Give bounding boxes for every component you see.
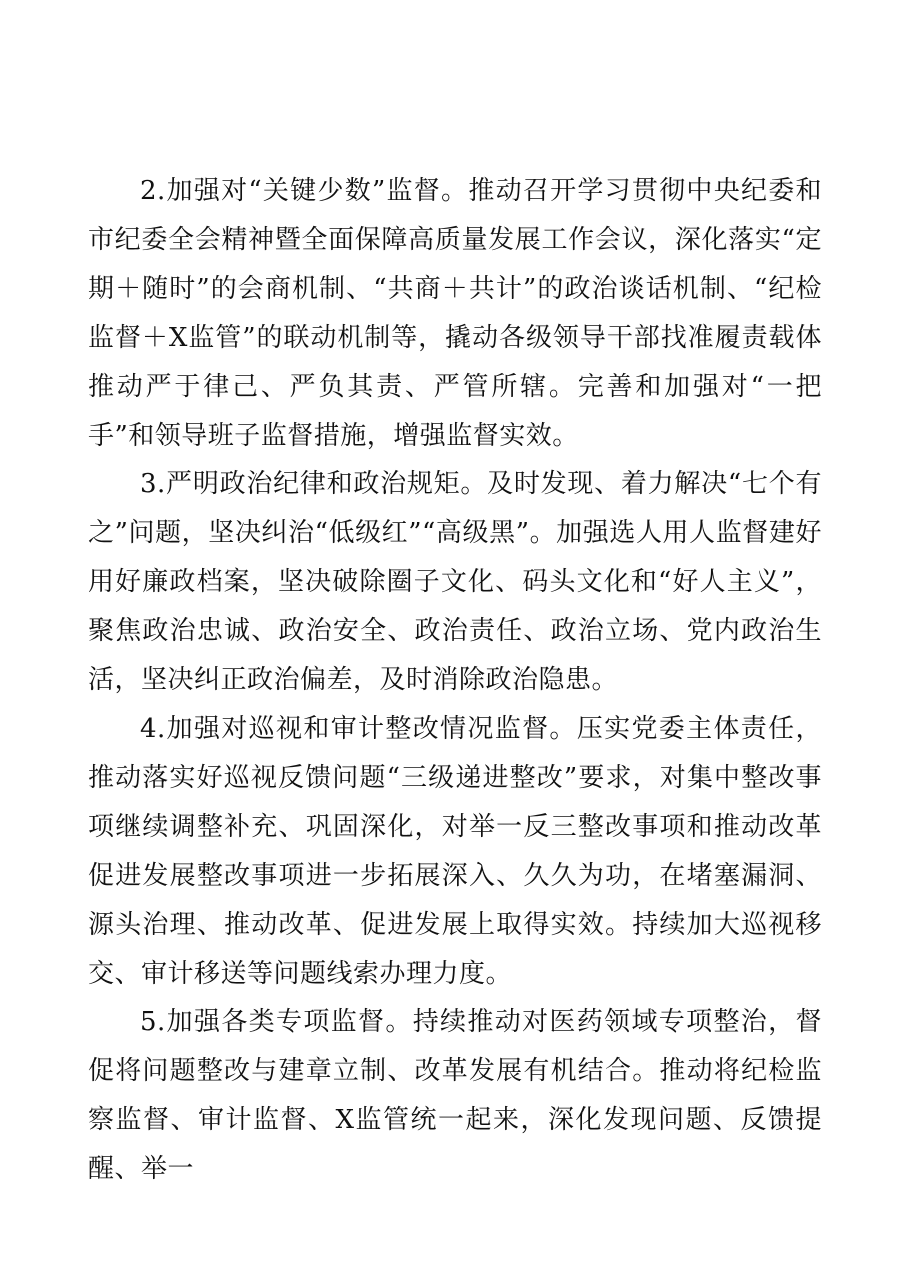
paragraph-5-special-supervision: 5.加强各类专项监督。持续推动对医药领域专项整治，督促将问题整改与建章立制、改革发展有机结合。推动将纪检监察监督、审计监督、X监管统一起来，深化发现问题、反馈提醒、举一	[88, 1007, 822, 1185]
document-body	[88, 167, 822, 1194]
paragraph-4-inspection-rectification: 4.加强对巡视和审计整改情况监督。压实党委主体责任，推动落实好巡视反馈问题“三级递进整改”要求，对集中整改事项继续调整补充、巩固深化，对举一反三整改事项和推动改革促进发展整改事项进一步拓展深入、久久为功，在堵塞漏洞、源头治理、推动改革、促进发展上取得实效。持续加大巡视移交、审计移送等问题线索办理力度。	[88, 713, 822, 989]
paragraph-3-political-discipline: 3.严明政治纪律和政治规矩。及时发现、着力解决“七个有之”问题，坚决纠治“低级红”“高级黑”。加强选人用人监督建好用好廉政档案，坚决破除圈子文化、码头文化和“好人主义”，聚焦政治忠诚、政治安全、政治责任、政治立场、党内政治生活，坚决纠正政治偏差，及时消除政治隐患。	[88, 469, 822, 696]
paragraph-2-political-oversight: 2.加强对“关键少数”监督。推动召开学习贯彻中央纪委和市纪委全会精神暨全面保障高质量发展工作会议，深化落实“定期＋随时”的会商机制、“共商＋共计”的政治谈话机制、“纪检监督＋X监管”的联动机制等，撬动各级领导干部找准履责载体推动严于律己、严负其责、严管所辖。完善和加强对“一把手”和领导班子监督措施，增强监督实效。	[88, 176, 822, 451]
